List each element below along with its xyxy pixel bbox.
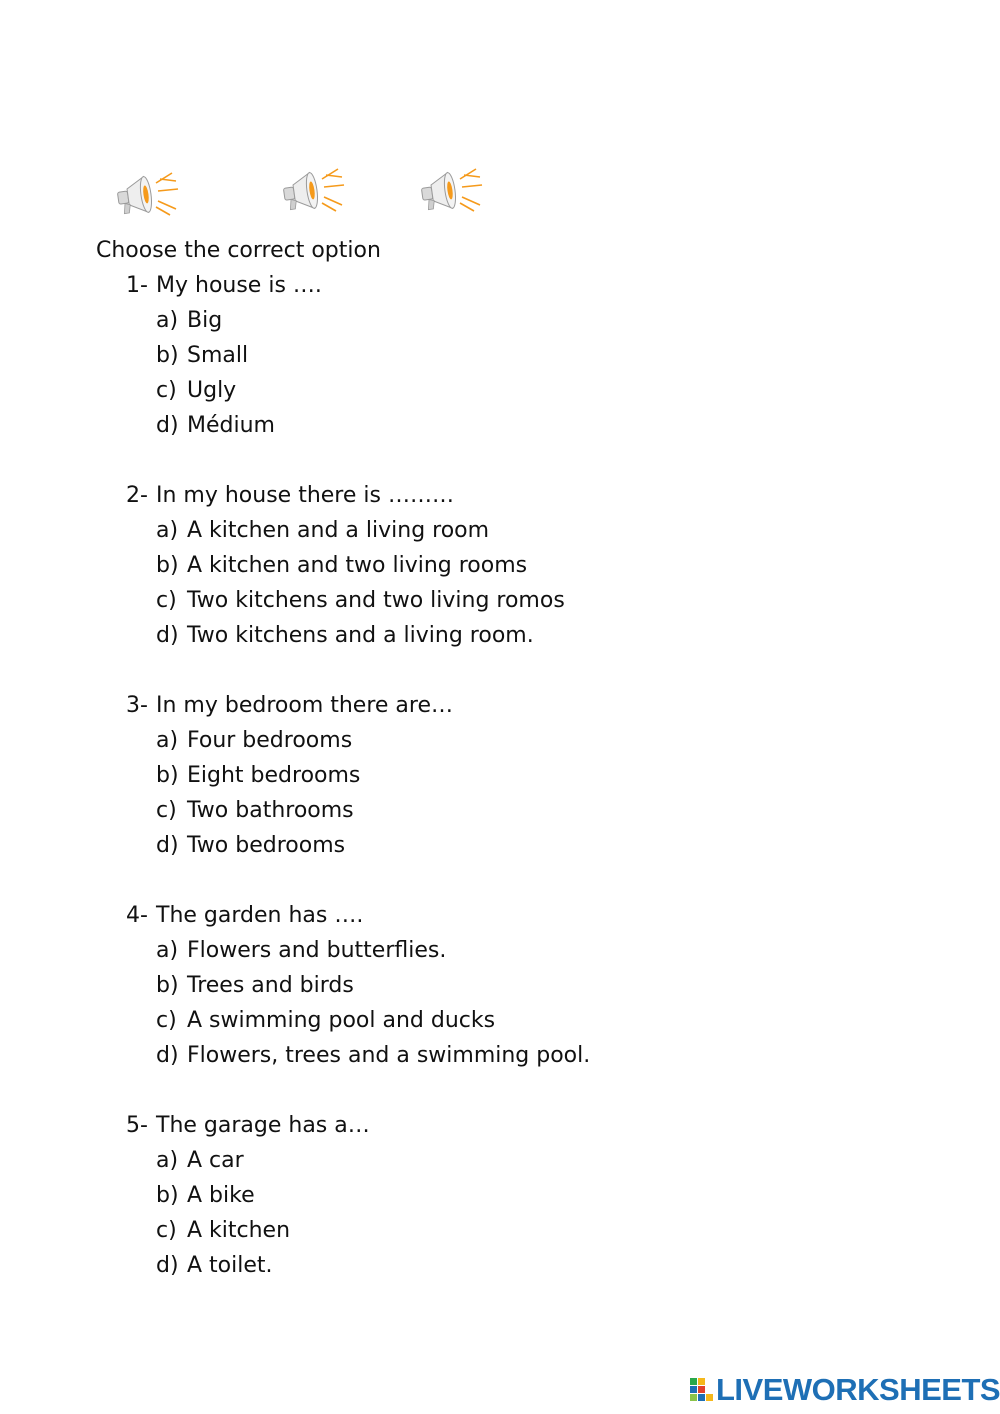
option-1a[interactable] [156, 306, 222, 336]
option-5b[interactable] [156, 1181, 255, 1211]
liveworksheets-logo-icon [690, 1378, 714, 1402]
option-text: A kitchen and two living rooms [187, 553, 528, 578]
option-text: Four bedrooms [187, 728, 353, 753]
audio-button-3[interactable] [416, 161, 488, 219]
option-2b[interactable] [156, 551, 527, 581]
option-letter: c) [156, 798, 177, 823]
option-3a[interactable] [156, 726, 352, 756]
option-3c[interactable] [156, 796, 354, 826]
option-3d[interactable] [156, 831, 345, 861]
option-letter: b) [156, 973, 179, 998]
option-4c[interactable] [156, 1006, 495, 1036]
option-text: A bike [187, 1183, 255, 1208]
option-text: Médium [187, 413, 275, 438]
question-text: In my house there is ……… [156, 483, 454, 508]
option-1b[interactable] [156, 341, 248, 371]
audio-button-1[interactable] [112, 165, 184, 223]
option-letter: a) [156, 728, 179, 753]
option-4a[interactable] [156, 936, 446, 966]
option-letter: d) [156, 1043, 179, 1068]
question-1 [126, 271, 322, 301]
option-text: A car [187, 1148, 244, 1173]
option-letter: c) [156, 1008, 177, 1033]
option-2c[interactable] [156, 586, 565, 616]
option-text: Small [187, 343, 249, 368]
megaphone-icon [416, 161, 488, 219]
option-5d[interactable] [156, 1251, 273, 1281]
option-letter: b) [156, 763, 179, 788]
option-letter: d) [156, 833, 179, 858]
megaphone-icon [278, 161, 350, 219]
option-text: Big [187, 308, 223, 333]
question-number: 3- [126, 693, 148, 718]
option-text: A swimming pool and ducks [187, 1008, 496, 1033]
option-letter: c) [156, 1218, 177, 1243]
option-letter: c) [156, 378, 177, 403]
question-number: 2- [126, 483, 148, 508]
option-letter: d) [156, 413, 179, 438]
option-text: Flowers and butterflies. [187, 938, 447, 963]
option-text: A kitchen and a living room [187, 518, 490, 543]
option-text: A toilet. [187, 1253, 273, 1278]
option-letter: a) [156, 518, 179, 543]
option-text: Flowers, trees and a swimming pool. [187, 1043, 591, 1068]
option-1d[interactable] [156, 411, 275, 441]
instruction-text: Choose the correct option [96, 238, 381, 263]
question-number: 4- [126, 903, 148, 928]
option-2a[interactable] [156, 516, 489, 546]
question-text: My house is …. [156, 273, 322, 298]
question-2 [126, 481, 454, 511]
option-letter: c) [156, 588, 177, 613]
option-4d[interactable] [156, 1041, 590, 1071]
option-1c[interactable] [156, 376, 236, 406]
option-letter: d) [156, 623, 179, 648]
logo-text: LIVEWORKSHEETS [716, 1372, 1000, 1407]
liveworksheets-logo[interactable] [690, 1372, 1000, 1408]
option-text: Two kitchens and a living room. [187, 623, 534, 648]
option-text: Two bathrooms [187, 798, 354, 823]
question-text: The garage has a… [156, 1113, 370, 1138]
question-text: The garden has …. [156, 903, 364, 928]
option-text: Two kitchens and two living romos [187, 588, 565, 613]
question-number: 1- [126, 273, 148, 298]
option-4b[interactable] [156, 971, 354, 1001]
option-5a[interactable] [156, 1146, 244, 1176]
question-4 [126, 901, 363, 931]
option-text: A kitchen [187, 1218, 291, 1243]
question-text: In my bedroom there are… [156, 693, 454, 718]
option-letter: a) [156, 938, 179, 963]
question-number: 5- [126, 1113, 148, 1138]
question-3 [126, 691, 453, 721]
audio-button-2[interactable] [278, 161, 350, 219]
option-letter: b) [156, 1183, 179, 1208]
question-5 [126, 1111, 370, 1141]
option-text: Ugly [187, 378, 237, 403]
megaphone-icon [112, 165, 184, 223]
option-letter: d) [156, 1253, 179, 1278]
option-letter: a) [156, 308, 179, 333]
option-text: Eight bedrooms [187, 763, 361, 788]
option-3b[interactable] [156, 761, 360, 791]
option-text: Trees and birds [187, 973, 354, 998]
option-2d[interactable] [156, 621, 534, 651]
option-5c[interactable] [156, 1216, 290, 1246]
option-letter: b) [156, 553, 179, 578]
option-text: Two bedrooms [187, 833, 346, 858]
option-letter: b) [156, 343, 179, 368]
option-letter: a) [156, 1148, 179, 1173]
